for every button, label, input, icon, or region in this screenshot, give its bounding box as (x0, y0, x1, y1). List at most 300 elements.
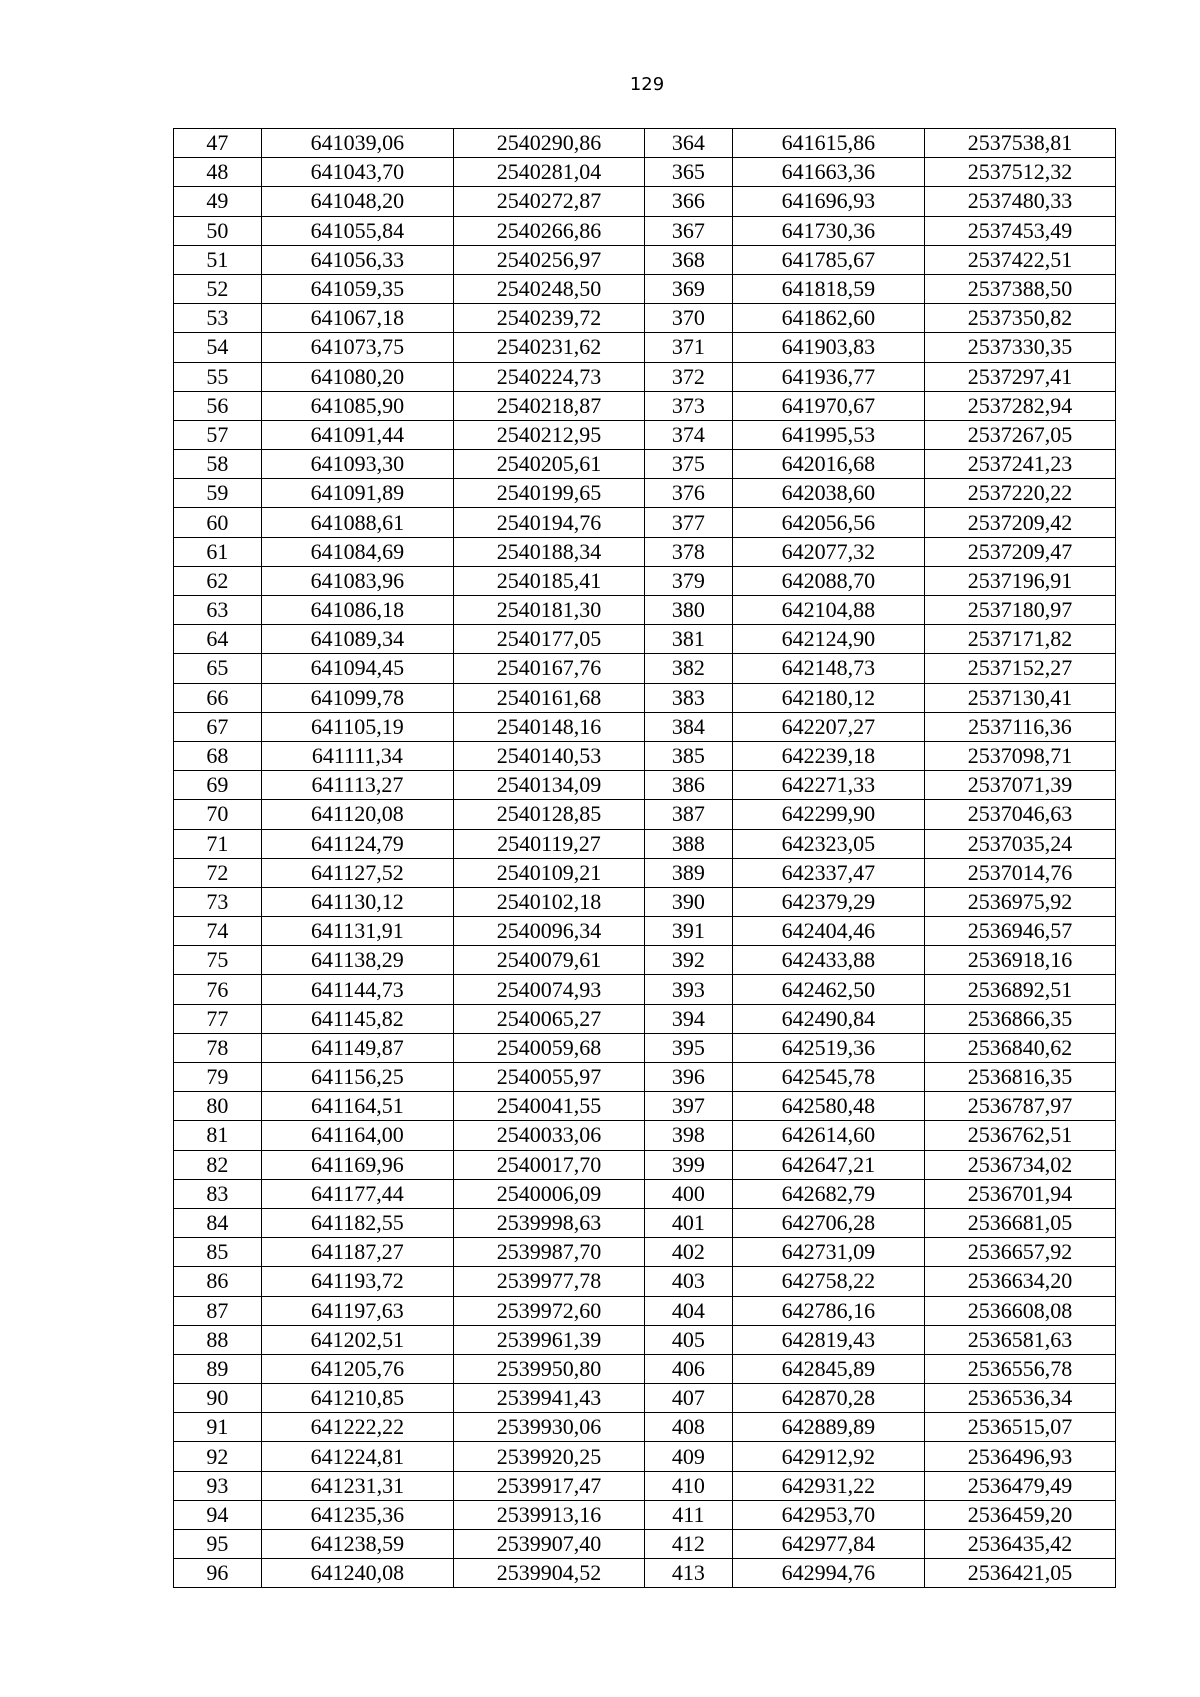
x-coordinate-cell: 641093,30 (261, 450, 453, 479)
point-number-cell: 410 (644, 1471, 732, 1500)
point-number-cell: 369 (644, 274, 732, 303)
table-row (174, 537, 1116, 566)
point-number-cell: 392 (644, 946, 732, 975)
point-number-cell: 390 (644, 887, 732, 916)
x-coordinate-cell: 642994,76 (732, 1559, 924, 1588)
point-number-cell: 82 (174, 1150, 262, 1179)
x-coordinate-cell: 642953,70 (732, 1500, 924, 1529)
y-coordinate-cell: 2537035,24 (924, 829, 1115, 858)
point-number-cell: 367 (644, 216, 732, 245)
x-coordinate-cell: 641039,06 (261, 129, 453, 158)
x-coordinate-cell: 642870,28 (732, 1384, 924, 1413)
table-row (174, 1121, 1116, 1150)
x-coordinate-cell: 641615,86 (732, 129, 924, 158)
x-coordinate-cell: 641862,60 (732, 304, 924, 333)
point-number-cell: 380 (644, 596, 732, 625)
table-row (174, 771, 1116, 800)
point-number-cell: 396 (644, 1063, 732, 1092)
x-coordinate-cell: 641164,51 (261, 1092, 453, 1121)
x-coordinate-cell: 641970,67 (732, 391, 924, 420)
y-coordinate-cell: 2540074,93 (453, 975, 644, 1004)
x-coordinate-cell: 642682,79 (732, 1179, 924, 1208)
x-coordinate-cell: 641113,27 (261, 771, 453, 800)
point-number-cell: 368 (644, 245, 732, 274)
table-row (174, 216, 1116, 245)
point-number-cell: 412 (644, 1530, 732, 1559)
x-coordinate-cell: 641084,69 (261, 537, 453, 566)
y-coordinate-cell: 2540059,68 (453, 1033, 644, 1062)
y-coordinate-cell: 2539920,25 (453, 1442, 644, 1471)
x-coordinate-cell: 641124,79 (261, 829, 453, 858)
table-row (174, 800, 1116, 829)
y-coordinate-cell: 2537071,39 (924, 771, 1115, 800)
point-number-cell: 364 (644, 129, 732, 158)
y-coordinate-cell: 2537282,94 (924, 391, 1115, 420)
point-number-cell: 404 (644, 1296, 732, 1325)
point-number-cell: 59 (174, 479, 262, 508)
point-number-cell: 384 (644, 712, 732, 741)
point-number-cell: 395 (644, 1033, 732, 1062)
point-number-cell: 61 (174, 537, 262, 566)
y-coordinate-cell: 2537209,47 (924, 537, 1115, 566)
x-coordinate-cell: 641193,72 (261, 1267, 453, 1296)
x-coordinate-cell: 642545,78 (732, 1063, 924, 1092)
table-row (174, 245, 1116, 274)
point-number-cell: 373 (644, 391, 732, 420)
y-coordinate-cell: 2536608,08 (924, 1296, 1115, 1325)
table-row (174, 187, 1116, 216)
y-coordinate-cell: 2540194,76 (453, 508, 644, 537)
x-coordinate-cell: 641089,34 (261, 625, 453, 654)
point-number-cell: 72 (174, 858, 262, 887)
y-coordinate-cell: 2540102,18 (453, 887, 644, 916)
table-row (174, 274, 1116, 303)
page-number: 129 (629, 74, 665, 95)
x-coordinate-cell: 642931,22 (732, 1471, 924, 1500)
point-number-cell: 397 (644, 1092, 732, 1121)
table-row (174, 1033, 1116, 1062)
x-coordinate-cell: 641091,44 (261, 420, 453, 449)
coordinates-table-body (174, 129, 1116, 1588)
y-coordinate-cell: 2536657,92 (924, 1238, 1115, 1267)
point-number-cell: 399 (644, 1150, 732, 1179)
y-coordinate-cell: 2540079,61 (453, 946, 644, 975)
y-coordinate-cell: 2536975,92 (924, 887, 1115, 916)
table-row (174, 1500, 1116, 1529)
x-coordinate-cell: 642580,48 (732, 1092, 924, 1121)
point-number-cell: 393 (644, 975, 732, 1004)
y-coordinate-cell: 2537422,51 (924, 245, 1115, 274)
y-coordinate-cell: 2537267,05 (924, 420, 1115, 449)
y-coordinate-cell: 2537116,36 (924, 712, 1115, 741)
point-number-cell: 57 (174, 420, 262, 449)
point-number-cell: 411 (644, 1500, 732, 1529)
table-row (174, 450, 1116, 479)
coordinates-table (173, 128, 1116, 1588)
x-coordinate-cell: 641099,78 (261, 683, 453, 712)
y-coordinate-cell: 2536701,94 (924, 1179, 1115, 1208)
point-number-cell: 83 (174, 1179, 262, 1208)
x-coordinate-cell: 642271,33 (732, 771, 924, 800)
point-number-cell: 383 (644, 683, 732, 712)
y-coordinate-cell: 2540188,34 (453, 537, 644, 566)
x-coordinate-cell: 641818,59 (732, 274, 924, 303)
point-number-cell: 372 (644, 362, 732, 391)
y-coordinate-cell: 2536459,20 (924, 1500, 1115, 1529)
point-number-cell: 92 (174, 1442, 262, 1471)
table-row (174, 1238, 1116, 1267)
y-coordinate-cell: 2540140,53 (453, 741, 644, 770)
x-coordinate-cell: 641156,25 (261, 1063, 453, 1092)
point-number-cell: 68 (174, 741, 262, 770)
point-number-cell: 377 (644, 508, 732, 537)
point-number-cell: 96 (174, 1559, 262, 1588)
y-coordinate-cell: 2536866,35 (924, 1004, 1115, 1033)
x-coordinate-cell: 641145,82 (261, 1004, 453, 1033)
table-row (174, 887, 1116, 916)
y-coordinate-cell: 2540041,55 (453, 1092, 644, 1121)
y-coordinate-cell: 2539972,60 (453, 1296, 644, 1325)
y-coordinate-cell: 2537480,33 (924, 187, 1115, 216)
table-row (174, 1267, 1116, 1296)
point-number-cell: 86 (174, 1267, 262, 1296)
x-coordinate-cell: 641238,59 (261, 1530, 453, 1559)
table-row (174, 566, 1116, 595)
y-coordinate-cell: 2537538,81 (924, 129, 1115, 158)
point-number-cell: 402 (644, 1238, 732, 1267)
point-number-cell: 389 (644, 858, 732, 887)
y-coordinate-cell: 2536681,05 (924, 1208, 1115, 1237)
point-number-cell: 94 (174, 1500, 262, 1529)
y-coordinate-cell: 2540177,05 (453, 625, 644, 654)
x-coordinate-cell: 642647,21 (732, 1150, 924, 1179)
point-number-cell: 51 (174, 245, 262, 274)
y-coordinate-cell: 2540119,27 (453, 829, 644, 858)
point-number-cell: 49 (174, 187, 262, 216)
point-number-cell: 379 (644, 566, 732, 595)
x-coordinate-cell: 642889,89 (732, 1413, 924, 1442)
x-coordinate-cell: 641164,00 (261, 1121, 453, 1150)
point-number-cell: 76 (174, 975, 262, 1004)
table-row (174, 683, 1116, 712)
y-coordinate-cell: 2537241,23 (924, 450, 1115, 479)
y-coordinate-cell: 2537220,22 (924, 479, 1115, 508)
y-coordinate-cell: 2539977,78 (453, 1267, 644, 1296)
point-number-cell: 407 (644, 1384, 732, 1413)
y-coordinate-cell: 2536634,20 (924, 1267, 1115, 1296)
y-coordinate-cell: 2540185,41 (453, 566, 644, 595)
x-coordinate-cell: 641144,73 (261, 975, 453, 1004)
point-number-cell: 84 (174, 1208, 262, 1237)
x-coordinate-cell: 641091,89 (261, 479, 453, 508)
y-coordinate-cell: 2536515,07 (924, 1413, 1115, 1442)
point-number-cell: 370 (644, 304, 732, 333)
point-number-cell: 400 (644, 1179, 732, 1208)
x-coordinate-cell: 641149,87 (261, 1033, 453, 1062)
x-coordinate-cell: 641138,29 (261, 946, 453, 975)
point-number-cell: 386 (644, 771, 732, 800)
table-row (174, 712, 1116, 741)
table-row (174, 362, 1116, 391)
point-number-cell: 71 (174, 829, 262, 858)
point-number-cell: 63 (174, 596, 262, 625)
y-coordinate-cell: 2537453,49 (924, 216, 1115, 245)
x-coordinate-cell: 642706,28 (732, 1208, 924, 1237)
y-coordinate-cell: 2539950,80 (453, 1354, 644, 1383)
table-row (174, 304, 1116, 333)
x-coordinate-cell: 642337,47 (732, 858, 924, 887)
point-number-cell: 90 (174, 1384, 262, 1413)
table-row (174, 1092, 1116, 1121)
x-coordinate-cell: 641210,85 (261, 1384, 453, 1413)
point-number-cell: 73 (174, 887, 262, 916)
y-coordinate-cell: 2536479,49 (924, 1471, 1115, 1500)
y-coordinate-cell: 2540134,09 (453, 771, 644, 800)
point-number-cell: 78 (174, 1033, 262, 1062)
x-coordinate-cell: 641696,93 (732, 187, 924, 216)
x-coordinate-cell: 642731,09 (732, 1238, 924, 1267)
table-row (174, 596, 1116, 625)
x-coordinate-cell: 642016,68 (732, 450, 924, 479)
x-coordinate-cell: 641111,34 (261, 741, 453, 770)
y-coordinate-cell: 2540281,04 (453, 158, 644, 187)
y-coordinate-cell: 2539941,43 (453, 1384, 644, 1413)
table-row (174, 1296, 1116, 1325)
table-row (174, 829, 1116, 858)
point-number-cell: 378 (644, 537, 732, 566)
y-coordinate-cell: 2536536,34 (924, 1384, 1115, 1413)
y-coordinate-cell: 2540128,85 (453, 800, 644, 829)
point-number-cell: 385 (644, 741, 732, 770)
y-coordinate-cell: 2540231,62 (453, 333, 644, 362)
point-number-cell: 403 (644, 1267, 732, 1296)
y-coordinate-cell: 2539907,40 (453, 1530, 644, 1559)
x-coordinate-cell: 642056,56 (732, 508, 924, 537)
y-coordinate-cell: 2537209,42 (924, 508, 1115, 537)
point-number-cell: 62 (174, 566, 262, 595)
y-coordinate-cell: 2540224,73 (453, 362, 644, 391)
point-number-cell: 413 (644, 1559, 732, 1588)
x-coordinate-cell: 641059,35 (261, 274, 453, 303)
y-coordinate-cell: 2536421,05 (924, 1559, 1115, 1588)
y-coordinate-cell: 2540256,97 (453, 245, 644, 274)
point-number-cell: 394 (644, 1004, 732, 1033)
x-coordinate-cell: 642239,18 (732, 741, 924, 770)
x-coordinate-cell: 641105,19 (261, 712, 453, 741)
point-number-cell: 408 (644, 1413, 732, 1442)
y-coordinate-cell: 2537196,91 (924, 566, 1115, 595)
x-coordinate-cell: 642207,27 (732, 712, 924, 741)
y-coordinate-cell: 2540065,27 (453, 1004, 644, 1033)
y-coordinate-cell: 2539987,70 (453, 1238, 644, 1267)
x-coordinate-cell: 642614,60 (732, 1121, 924, 1150)
point-number-cell: 366 (644, 187, 732, 216)
x-coordinate-cell: 641222,22 (261, 1413, 453, 1442)
x-coordinate-cell: 641073,75 (261, 333, 453, 362)
x-coordinate-cell: 641080,20 (261, 362, 453, 391)
table-row (174, 1530, 1116, 1559)
y-coordinate-cell: 2536556,78 (924, 1354, 1115, 1383)
point-number-cell: 87 (174, 1296, 262, 1325)
point-number-cell: 406 (644, 1354, 732, 1383)
table-row (174, 1471, 1116, 1500)
point-number-cell: 89 (174, 1354, 262, 1383)
y-coordinate-cell: 2537046,63 (924, 800, 1115, 829)
y-coordinate-cell: 2540096,34 (453, 917, 644, 946)
point-number-cell: 80 (174, 1092, 262, 1121)
table-row (174, 741, 1116, 770)
x-coordinate-cell: 641177,44 (261, 1179, 453, 1208)
y-coordinate-cell: 2536734,02 (924, 1150, 1115, 1179)
y-coordinate-cell: 2540205,61 (453, 450, 644, 479)
point-number-cell: 365 (644, 158, 732, 187)
x-coordinate-cell: 641785,67 (732, 245, 924, 274)
y-coordinate-cell: 2536435,42 (924, 1530, 1115, 1559)
y-coordinate-cell: 2540199,65 (453, 479, 644, 508)
x-coordinate-cell: 641067,18 (261, 304, 453, 333)
point-number-cell: 405 (644, 1325, 732, 1354)
point-number-cell: 376 (644, 479, 732, 508)
x-coordinate-cell: 641130,12 (261, 887, 453, 916)
x-coordinate-cell: 641056,33 (261, 245, 453, 274)
y-coordinate-cell: 2540181,30 (453, 596, 644, 625)
point-number-cell: 398 (644, 1121, 732, 1150)
x-coordinate-cell: 642038,60 (732, 479, 924, 508)
table-row (174, 391, 1116, 420)
table-row (174, 1559, 1116, 1588)
table-row (174, 1413, 1116, 1442)
point-number-cell: 47 (174, 129, 262, 158)
x-coordinate-cell: 641995,53 (732, 420, 924, 449)
x-coordinate-cell: 641235,36 (261, 1500, 453, 1529)
x-coordinate-cell: 642148,73 (732, 654, 924, 683)
point-number-cell: 67 (174, 712, 262, 741)
point-number-cell: 77 (174, 1004, 262, 1033)
y-coordinate-cell: 2540290,86 (453, 129, 644, 158)
x-coordinate-cell: 642819,43 (732, 1325, 924, 1354)
point-number-cell: 55 (174, 362, 262, 391)
y-coordinate-cell: 2540239,72 (453, 304, 644, 333)
x-coordinate-cell: 641086,18 (261, 596, 453, 625)
point-number-cell: 93 (174, 1471, 262, 1500)
x-coordinate-cell: 641663,36 (732, 158, 924, 187)
point-number-cell: 81 (174, 1121, 262, 1150)
x-coordinate-cell: 642180,12 (732, 683, 924, 712)
y-coordinate-cell: 2539913,16 (453, 1500, 644, 1529)
point-number-cell: 409 (644, 1442, 732, 1471)
x-coordinate-cell: 641224,81 (261, 1442, 453, 1471)
point-number-cell: 391 (644, 917, 732, 946)
table-row (174, 625, 1116, 654)
x-coordinate-cell: 641231,31 (261, 1471, 453, 1500)
y-coordinate-cell: 2540248,50 (453, 274, 644, 303)
y-coordinate-cell: 2536787,97 (924, 1092, 1115, 1121)
x-coordinate-cell: 641202,51 (261, 1325, 453, 1354)
x-coordinate-cell: 642912,92 (732, 1442, 924, 1471)
x-coordinate-cell: 641169,96 (261, 1150, 453, 1179)
y-coordinate-cell: 2540109,21 (453, 858, 644, 887)
y-coordinate-cell: 2537171,82 (924, 625, 1115, 654)
y-coordinate-cell: 2537512,32 (924, 158, 1115, 187)
y-coordinate-cell: 2540017,70 (453, 1150, 644, 1179)
point-number-cell: 53 (174, 304, 262, 333)
point-number-cell: 56 (174, 391, 262, 420)
point-number-cell: 60 (174, 508, 262, 537)
point-number-cell: 65 (174, 654, 262, 683)
point-number-cell: 58 (174, 450, 262, 479)
point-number-cell: 371 (644, 333, 732, 362)
table-row (174, 1208, 1116, 1237)
point-number-cell: 387 (644, 800, 732, 829)
table-row (174, 420, 1116, 449)
x-coordinate-cell: 641055,84 (261, 216, 453, 245)
y-coordinate-cell: 2540218,87 (453, 391, 644, 420)
x-coordinate-cell: 642124,90 (732, 625, 924, 654)
point-number-cell: 70 (174, 800, 262, 829)
x-coordinate-cell: 641903,83 (732, 333, 924, 362)
table-row (174, 1354, 1116, 1383)
y-coordinate-cell: 2539998,63 (453, 1208, 644, 1237)
table-row (174, 1004, 1116, 1033)
table-row (174, 946, 1116, 975)
x-coordinate-cell: 641043,70 (261, 158, 453, 187)
x-coordinate-cell: 641083,96 (261, 566, 453, 595)
x-coordinate-cell: 642379,29 (732, 887, 924, 916)
x-coordinate-cell: 642299,90 (732, 800, 924, 829)
point-number-cell: 401 (644, 1208, 732, 1237)
y-coordinate-cell: 2539917,47 (453, 1471, 644, 1500)
y-coordinate-cell: 2537098,71 (924, 741, 1115, 770)
y-coordinate-cell: 2540272,87 (453, 187, 644, 216)
table-row (174, 654, 1116, 683)
y-coordinate-cell: 2540266,86 (453, 216, 644, 245)
y-coordinate-cell: 2536816,35 (924, 1063, 1115, 1092)
y-coordinate-cell: 2540006,09 (453, 1179, 644, 1208)
x-coordinate-cell: 641240,08 (261, 1559, 453, 1588)
x-coordinate-cell: 641127,52 (261, 858, 453, 887)
table-row (174, 1325, 1116, 1354)
point-number-cell: 79 (174, 1063, 262, 1092)
table-row (174, 479, 1116, 508)
x-coordinate-cell: 642490,84 (732, 1004, 924, 1033)
point-number-cell: 375 (644, 450, 732, 479)
x-coordinate-cell: 641182,55 (261, 1208, 453, 1237)
y-coordinate-cell: 2536840,62 (924, 1033, 1115, 1062)
y-coordinate-cell: 2537014,76 (924, 858, 1115, 887)
x-coordinate-cell: 641187,27 (261, 1238, 453, 1267)
x-coordinate-cell: 641730,36 (732, 216, 924, 245)
x-coordinate-cell: 642077,32 (732, 537, 924, 566)
point-number-cell: 75 (174, 946, 262, 975)
y-coordinate-cell: 2537152,27 (924, 654, 1115, 683)
table-row (174, 508, 1116, 537)
point-number-cell: 85 (174, 1238, 262, 1267)
x-coordinate-cell: 642519,36 (732, 1033, 924, 1062)
y-coordinate-cell: 2536496,93 (924, 1442, 1115, 1471)
y-coordinate-cell: 2537297,41 (924, 362, 1115, 391)
table-row (174, 129, 1116, 158)
point-number-cell: 50 (174, 216, 262, 245)
table-row (174, 975, 1116, 1004)
table-row (174, 1179, 1116, 1208)
x-coordinate-cell: 642462,50 (732, 975, 924, 1004)
point-number-cell: 66 (174, 683, 262, 712)
x-coordinate-cell: 642786,16 (732, 1296, 924, 1325)
table-row (174, 158, 1116, 187)
x-coordinate-cell: 642323,05 (732, 829, 924, 858)
point-number-cell: 388 (644, 829, 732, 858)
table-row (174, 1150, 1116, 1179)
